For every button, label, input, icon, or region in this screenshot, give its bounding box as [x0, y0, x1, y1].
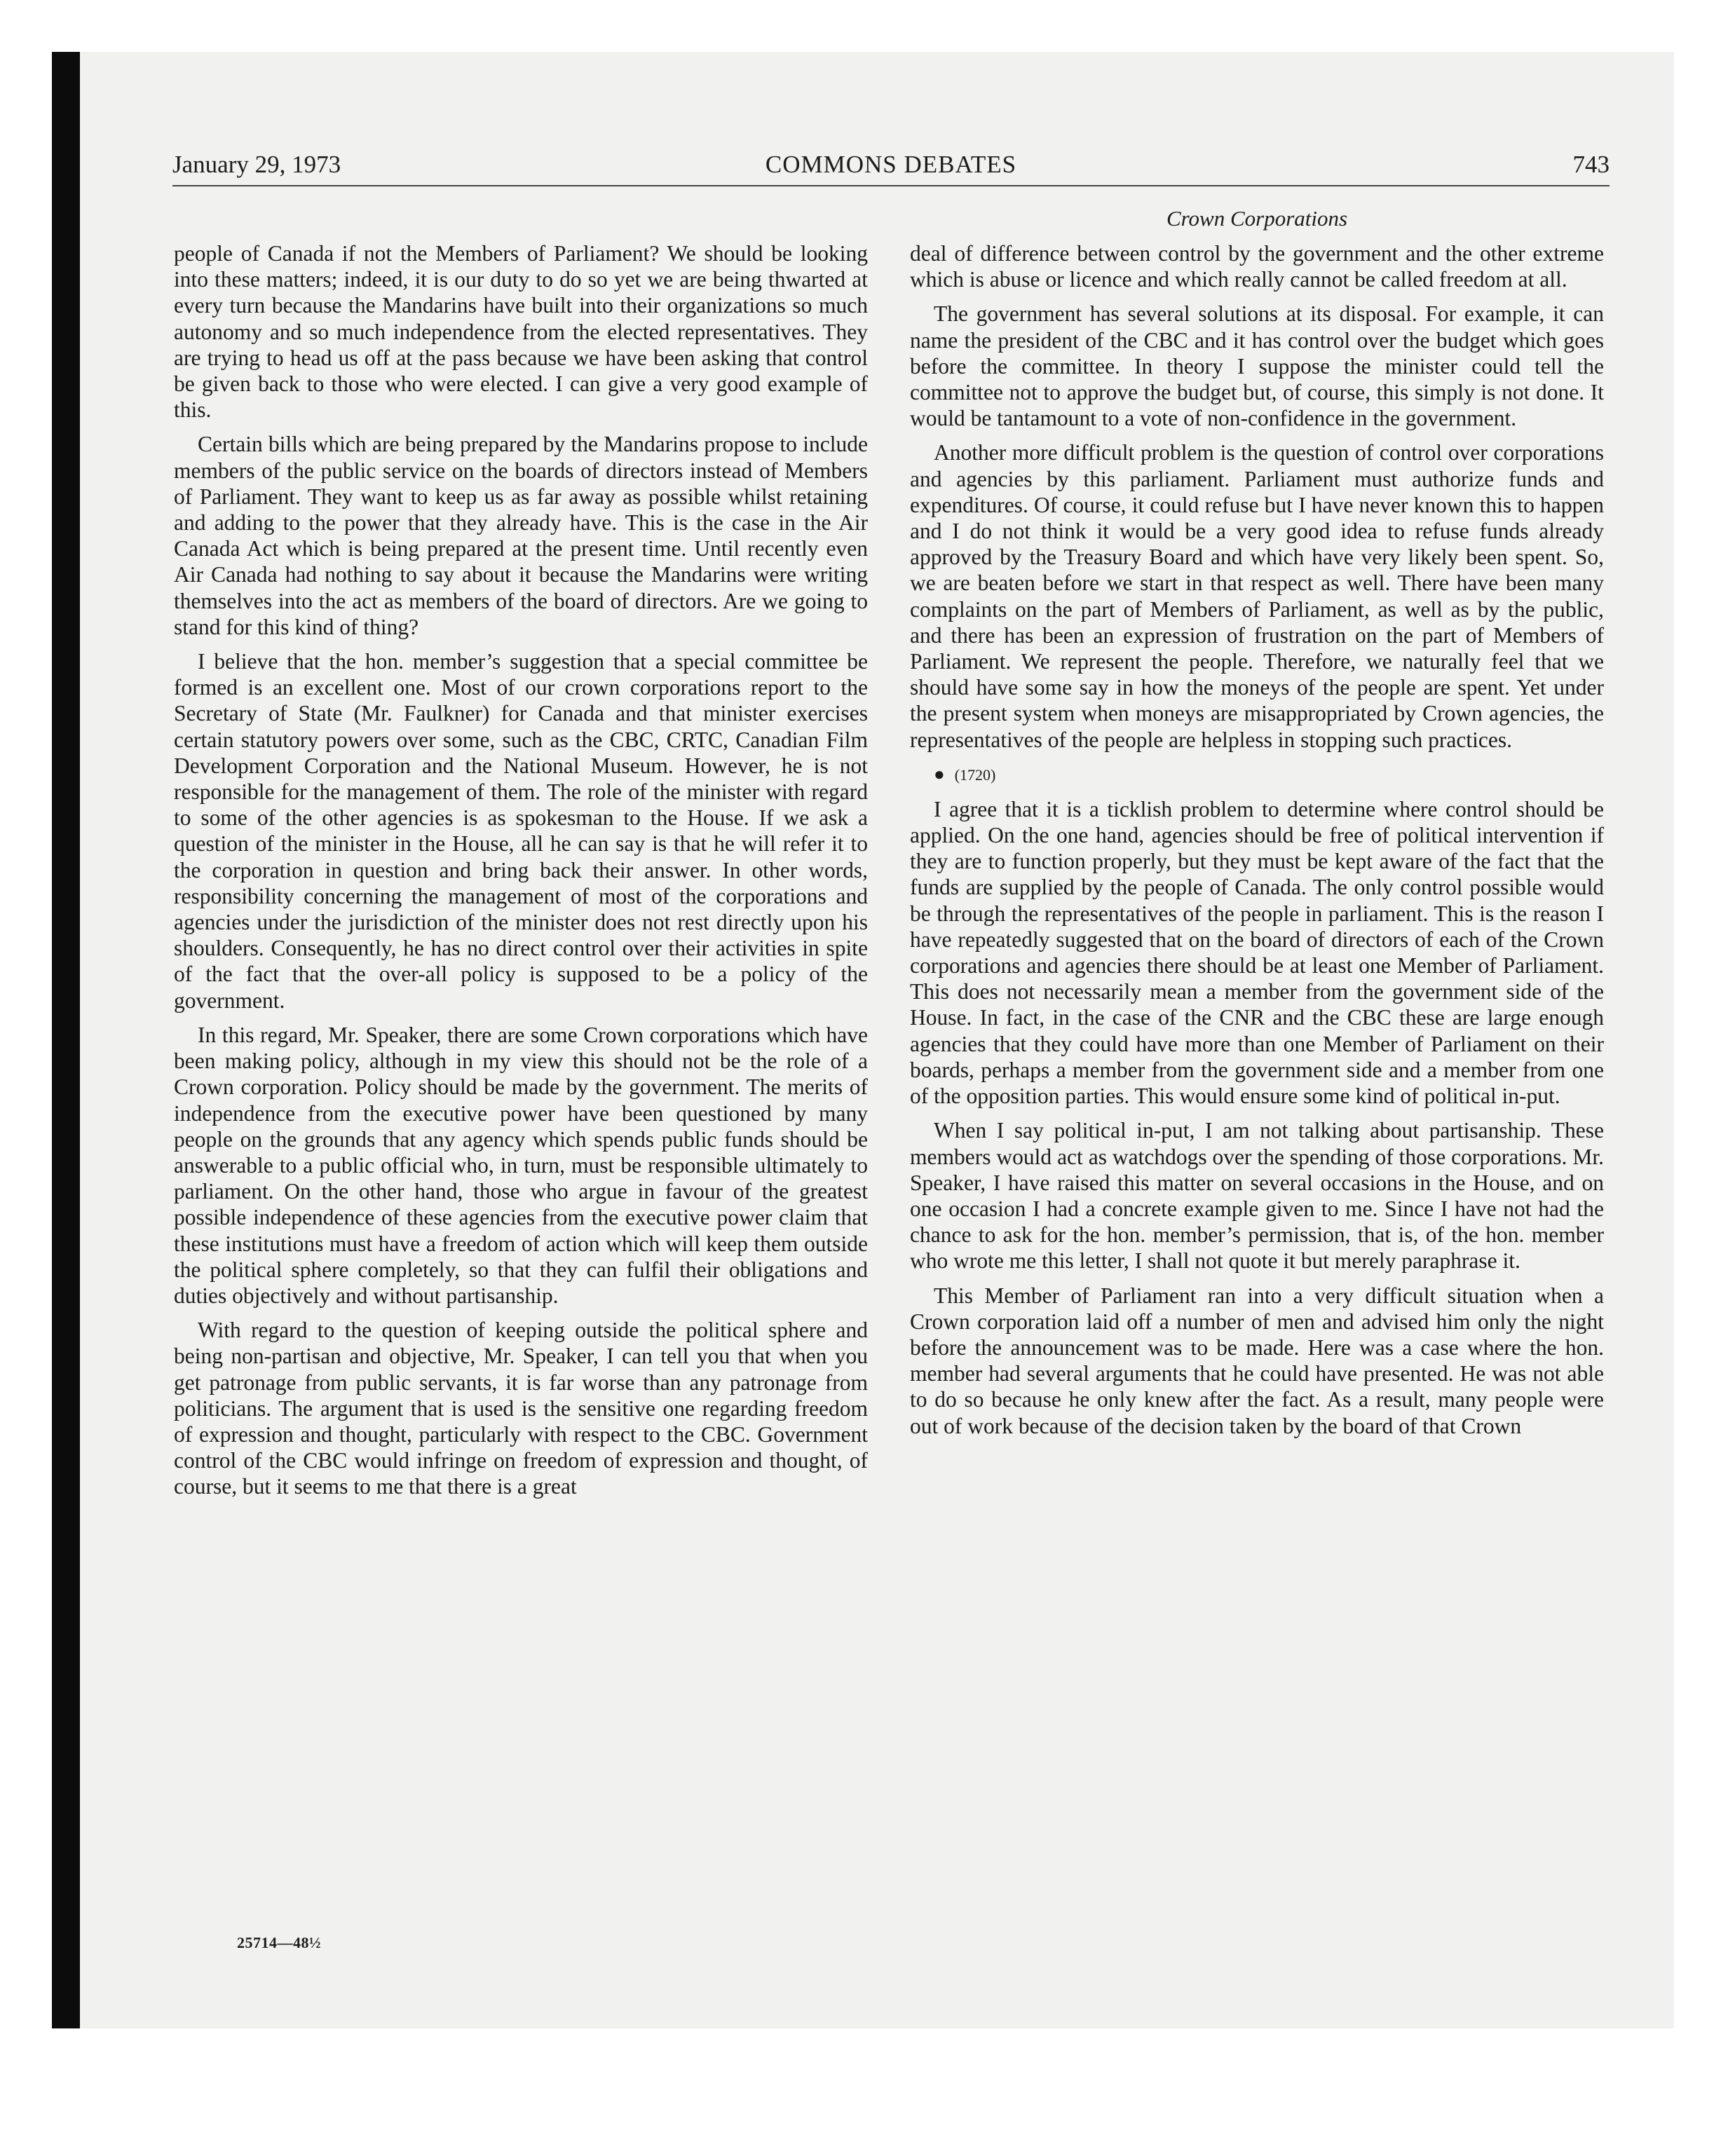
scan-border — [52, 52, 80, 2028]
time-marker — [910, 761, 1604, 788]
page-number: 743 — [1572, 151, 1610, 178]
paragraph: This Member of Parliament ran into a very difficult situation when a Crown corporation laid off a number of men and advised him only the night before the announcement was to be made. Here was a case where the hon. member had several arguments that he could have presented. He was not able to do so because he only knew after the fact. As a result, many people were out of work because of the decision taken by the board of that Crown — [910, 1283, 1604, 1438]
paragraph: I believe that the hon. member’s suggestion that a special committee be formed is an excellent one. Most of our crown corporations report to the Secretary of State (Mr. Faulkner) for Canada and that minister exercises certain statutory powers over some, such as the CBC, CRTC, Canadian Film Development Corporation and the National Museum. However, he is not responsible for the management of them. The role of the minister with regard to some of the other agencies is as spokesman to the House. If we ask a question of the minister in the House, all he can say is that he will refer it to the corporation in question and bring back their answer. In other words, responsibility concerning the management of most of the corporations and agencies under the jurisdiction of the minister does not rest directly upon his shoulders. Consequently, he has no direct control over their activities in spite of the fact that the over-all policy is supposed to be a policy of the government. — [174, 649, 868, 1013]
header-title: COMMONS DEBATES — [765, 151, 1017, 178]
left-column — [174, 240, 868, 1508]
paragraph: deal of difference between control by the government and the other extreme which is abuse or licence and which really cannot be called freedom at all. — [910, 241, 1604, 292]
paragraph: The government has several solutions at its disposal. For example, it can name the president of the CBC and it has control over the budget which goes before the committee. In theory I suppose the minister could tell the committee not to approve the budget but, of course, this simply is not done. It would be tantamount to a vote of non-confidence in the government. — [910, 301, 1604, 431]
right-column — [910, 240, 1604, 1447]
paragraph: When I say political in-put, I am not talking about partisanship. These members would act as watchdogs over the spending of those corporations. Mr. Speaker, I have raised this matter on several occasions in the House, and on one occasion I had a concrete example given to me. Since I have not had the chance to ask for the hon. member’s permission, that is, of the hon. member who wrote me this letter, I shall not quote it but merely paraphrase it. — [910, 1118, 1604, 1274]
footer-print-code: 25714—48½ — [237, 1934, 321, 1951]
header-date: January 29, 1973 — [172, 151, 341, 178]
paragraph: people of Canada if not the Members of Parliament? We should be looking into these matters; indeed, it is our duty to do so yet we are being thwarted at every turn because the Mandarins have built into their organizations so much autonomy and so much independence from the elected representatives. They are trying to head us off at the pass because we have been asking that control be given back to those who were elected. I can give a very good example of this. — [174, 241, 868, 423]
time-marker-label: (1720) — [954, 765, 996, 784]
paragraph: Certain bills which are being prepared by the Mandarins propose to include members of the public service on the boards of directors instead of Members of Parliament. They want to keep us as far away as possible whilst retaining and adding to the power that they already have. This is the case in the Air Canada Act which is being prepared at the present time. Until recently even Air Canada had nothing to say about it because the Mandarins were writing themselves into the act as members of the board of directors. Are we going to stand for this kind of thing? — [174, 432, 868, 639]
running-title: Crown Corporations — [1166, 206, 1348, 231]
bullet-icon: ● — [934, 763, 945, 784]
paragraph: With regard to the question of keeping outside the political sphere and being non-partisan and objective, Mr. Speaker, I can tell you that when you get patronage from public servants, it is far worse than any patronage from politicians. The argument that is used is the sensitive one regarding freedom of expression and thought, particularly with respect to the CBC. Government control of the CBC would infringe on freedom of expression and thought, of course, but it seems to me that there is a great — [174, 1318, 868, 1499]
page-header — [172, 147, 1610, 186]
paragraph: Another more difficult problem is the question of control over corporations and agencies by this parliament. Parliament must authorize funds and expenditures. Of course, it could refuse but I have never known this to happen and I do not think it would be a very good idea to refuse funds already approved by the Treasury Board and which have very likely been spent. So, we are beaten before we start in that respect as well. There have been many complaints on the part of Members of Parliament, as well as by the public, and there has been an expression of frustration on the part of Members of Parliament. We represent the people. Therefore, we naturally feel that we should have some say in how the moneys of the people are spent. Yet under the present system when moneys are misappropriated by Crown agencies, the representatives of the people are helpless in stopping such practices. — [910, 440, 1604, 752]
paragraph: In this regard, Mr. Speaker, there are some Crown corporations which have been making policy, although in my view this should not be the role of a Crown corporation. Policy should be made by the government. The merits of independence from the executive power have been questioned by many people on the grounds that any agency which spends public funds should be answerable to a public official who, in turn, must be responsible ultimately to parliament. On the other hand, those who argue in favour of the greatest possible independence of these agencies from the executive power claim that these institutions must have a freedom of action which will keep them outside the political sphere completely, so that they can fulfil their obligations and duties objectively and without partisanship. — [174, 1022, 868, 1308]
paragraph: I agree that it is a ticklish problem to determine where control should be applied. On the one hand, agencies should be free of political intervention if they are to function properly, but they must be kept aware of the fact that the funds are supplied by the people of Canada. The only control possible would be through the representatives of the people in parliament. This is the reason I have repeatedly suggested that on the board of directors of each of the Crown corporations and agencies there should be at least one Member of Parliament. This does not necessarily mean a member from the government side of the House. In fact, in the case of the CNR and the CBC these are large enough agencies that they could have more than one Member of Parliament on their boards, perhaps a member from the government side and a member from one of the opposition parties. This would ensure some kind of political in-put. — [910, 796, 1604, 1109]
